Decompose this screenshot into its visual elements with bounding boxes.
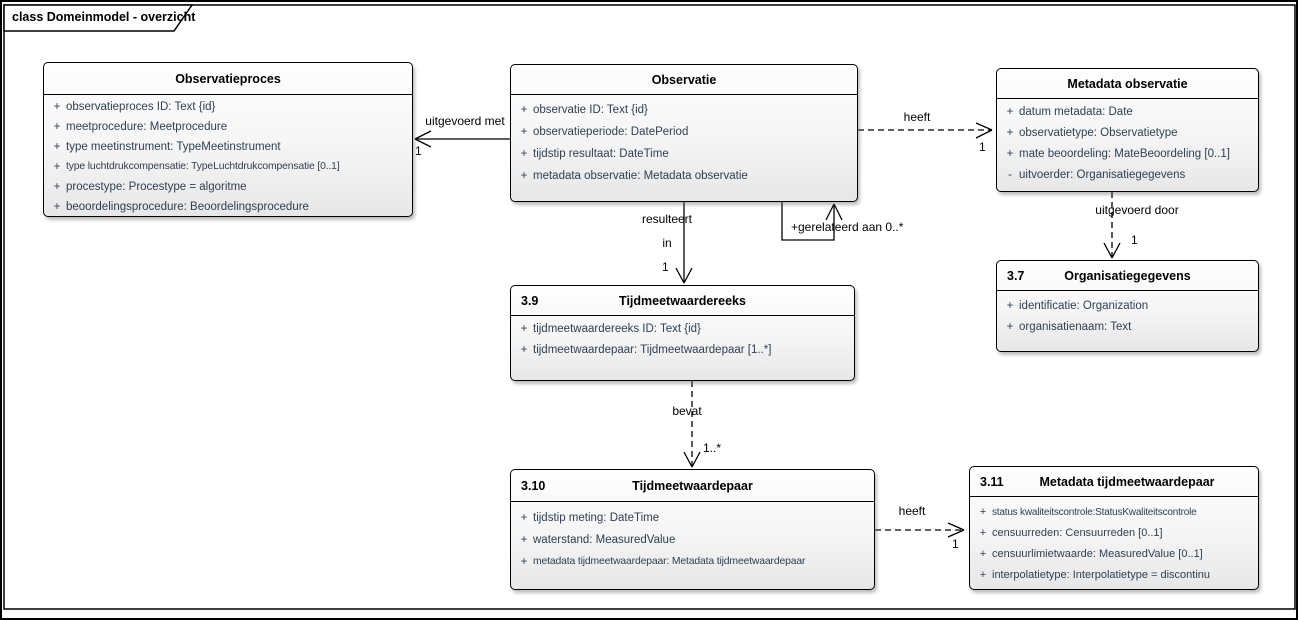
attribute-row (997, 296, 1258, 317)
attribute-text: uitvoerder: Organisatiegegevens (1019, 169, 1186, 181)
attribute-text: tijdmeetwaardereeks ID: Text {id} (533, 323, 701, 335)
attribute-text: interpolatietype: Interpolatietype = discontinu (992, 569, 1211, 581)
attribute-row (997, 123, 1258, 144)
connector-label-bevat: bevat (672, 404, 702, 418)
visibility-marker: + (979, 569, 987, 581)
visibility-marker: + (979, 506, 987, 518)
class-header (511, 470, 874, 502)
visibility-marker: + (520, 323, 528, 335)
attribute-text: beoordelingsprocedure: Beoordelingsprocedure (66, 201, 309, 213)
visibility-marker: + (520, 344, 528, 356)
class-metadata-observatie[interactable] (996, 68, 1259, 192)
class-header (44, 63, 412, 95)
attribute-row (44, 117, 412, 137)
visibility-marker: + (520, 534, 528, 546)
attribute-row (44, 177, 412, 197)
class-number: 3.9 (521, 293, 539, 308)
attribute-text: mate beoordeling: MateBeoordeling [0..1] (1019, 148, 1230, 160)
class-header (970, 467, 1258, 497)
connector-label-uitgevoerd-met: uitgevoerd met (425, 114, 505, 128)
attribute-text: metadata observatie: Metadata observatie (533, 170, 748, 182)
class-observatieproces[interactable] (43, 62, 413, 217)
attributes-compartment (44, 95, 412, 217)
visibility-marker: + (520, 170, 528, 182)
visibility-marker: + (1006, 127, 1014, 139)
attribute-row (997, 144, 1258, 165)
attribute-text: procestype: Procestype = algoritme (66, 181, 247, 193)
attribute-text: type luchtdrukcompensatie: TypeLuchtdrukcompensatie [0..1] (66, 161, 340, 172)
class-header (511, 286, 854, 316)
class-header (511, 65, 857, 95)
class-title: Organisatiegegevens (1064, 268, 1191, 283)
class-header (997, 261, 1258, 291)
class-number: 3.7 (1007, 268, 1025, 283)
attribute-row (970, 502, 1258, 523)
visibility-marker: + (520, 126, 528, 138)
multiplicity-heeft-tijdmeetwaardepaar: 1 (952, 537, 959, 551)
multiplicity-resulteert-in: 1 (662, 260, 669, 274)
class-title: Tijdmeetwaardereeks (619, 293, 746, 308)
visibility-marker: + (53, 101, 61, 113)
visibility-marker: - (1008, 169, 1012, 181)
attribute-row (44, 157, 412, 177)
attribute-text: observatie ID: Text {id} (533, 104, 648, 116)
attributes-compartment (511, 502, 874, 573)
attribute-row (511, 319, 854, 340)
connector-label-gerelateerd-aan: +gerelateerd aan 0..* (791, 220, 904, 234)
visibility-marker: + (1006, 148, 1014, 160)
visibility-marker: + (1006, 321, 1014, 333)
class-number: 3.11 (980, 474, 1004, 489)
visibility-marker: + (53, 181, 61, 193)
connector-heeft-tijdmeetwaardepaar[interactable] (875, 523, 964, 537)
class-organisatiegegevens[interactable] (996, 260, 1259, 352)
class-title: Observatieproces (175, 71, 281, 86)
frame-tab-label: class Domeinmodel - overzicht (12, 10, 196, 24)
attribute-text: waterstand: MeasuredValue (533, 534, 676, 546)
attribute-row (44, 197, 412, 217)
attribute-row (44, 137, 412, 157)
attribute-row (970, 565, 1258, 586)
attribute-row (511, 507, 874, 529)
multiplicity-uitgevoerd-door: 1 (1131, 233, 1138, 247)
class-tijdmeetwaardepaar[interactable] (510, 469, 875, 590)
attributes-compartment (997, 99, 1258, 186)
visibility-marker: + (1006, 106, 1014, 118)
multiplicity-uitgevoerd-met: 1 (415, 144, 422, 158)
attributes-compartment (511, 316, 854, 361)
attribute-text: tijdstip meting: DateTime (533, 512, 660, 524)
attribute-text: datum metadata: Date (1019, 106, 1133, 118)
attributes-compartment (511, 95, 857, 187)
connector-uitgevoerd-door[interactable] (1104, 192, 1120, 258)
visibility-marker: + (53, 201, 61, 213)
class-metadata-tijdmeetwaardepaar[interactable] (969, 466, 1259, 590)
attribute-text: meetprocedure: Meetprocedure (66, 121, 228, 133)
visibility-marker: + (53, 141, 61, 153)
attribute-text: censuurlimietwaarde: MeasuredValue [0..1] (992, 548, 1203, 560)
attribute-text: status kwaliteitscontrole:StatusKwaliteitscontrole (992, 507, 1197, 518)
attribute-row (511, 143, 857, 165)
visibility-marker: + (520, 556, 528, 568)
connector-label-line: in (662, 236, 672, 250)
attribute-row (511, 165, 857, 187)
connector-label-heeft-tijdmeetwaardepaar: heeft (898, 504, 926, 518)
attribute-row (511, 340, 854, 361)
attribute-row (997, 165, 1258, 186)
connector-label-line: resulteert (641, 212, 693, 226)
visibility-marker: + (520, 104, 528, 116)
attribute-row (970, 544, 1258, 565)
class-title: Metadata tijdmeetwaardepaar (1039, 474, 1215, 489)
attribute-text: observatietype: Observatietype (1019, 127, 1178, 139)
connector-heeft-observatie[interactable] (858, 123, 992, 138)
visibility-marker: + (979, 527, 987, 539)
attribute-text: organisatienaam: Text (1019, 321, 1132, 333)
visibility-marker: + (979, 548, 987, 560)
attribute-row (511, 121, 857, 143)
connector-bevat[interactable] (684, 381, 700, 467)
attribute-text: identificatie: Organization (1019, 300, 1149, 312)
visibility-marker: + (53, 161, 61, 173)
attribute-row (970, 523, 1258, 544)
class-title: Tijdmeetwaardepaar (632, 478, 753, 493)
class-number: 3.10 (521, 478, 546, 493)
attribute-row (997, 102, 1258, 123)
attributes-compartment (997, 291, 1258, 338)
visibility-marker: + (520, 512, 528, 524)
visibility-marker: + (1006, 300, 1014, 312)
attributes-compartment (970, 497, 1258, 586)
attribute-text: observatieperiode: DatePeriod (533, 126, 689, 138)
attribute-row (511, 551, 874, 573)
visibility-marker: + (53, 121, 61, 133)
attribute-text: censuurreden: Censuurreden [0..1] (992, 527, 1163, 539)
attribute-row (44, 97, 412, 117)
attribute-text: observatieproces ID: Text {id} (66, 101, 216, 113)
class-tijdmeetwaardereeks[interactable] (510, 285, 855, 381)
attribute-text: type meetinstrument: TypeMeetinstrument (66, 141, 281, 153)
visibility-marker: + (520, 148, 528, 160)
attribute-row (511, 99, 857, 121)
attribute-text: tijdmeetwaardepaar: Tijdmeetwaardepaar [1..*] (533, 344, 772, 356)
attribute-row (997, 317, 1258, 338)
class-title: Metadata observatie (1067, 76, 1188, 91)
connector-label-resulteert-in (627, 207, 707, 255)
multiplicity-heeft-observatie: 1 (979, 140, 986, 154)
connector-label-heeft-observatie: heeft (903, 110, 931, 124)
class-observatie[interactable] (510, 64, 858, 202)
multiplicity-bevat: 1..* (703, 441, 722, 455)
attribute-row (511, 529, 874, 551)
class-title: Observatie (651, 72, 717, 87)
attribute-text: metadata tijdmeetwaardepaar: Metadata tijdmeetwaardepaar (533, 556, 806, 567)
attribute-text: tijdstip resultaat: DateTime (533, 148, 669, 160)
class-header (997, 69, 1258, 99)
connector-uitgevoerd-met[interactable] (415, 131, 510, 147)
connector-label-uitgevoerd-door: uitgevoerd door (1095, 203, 1179, 217)
